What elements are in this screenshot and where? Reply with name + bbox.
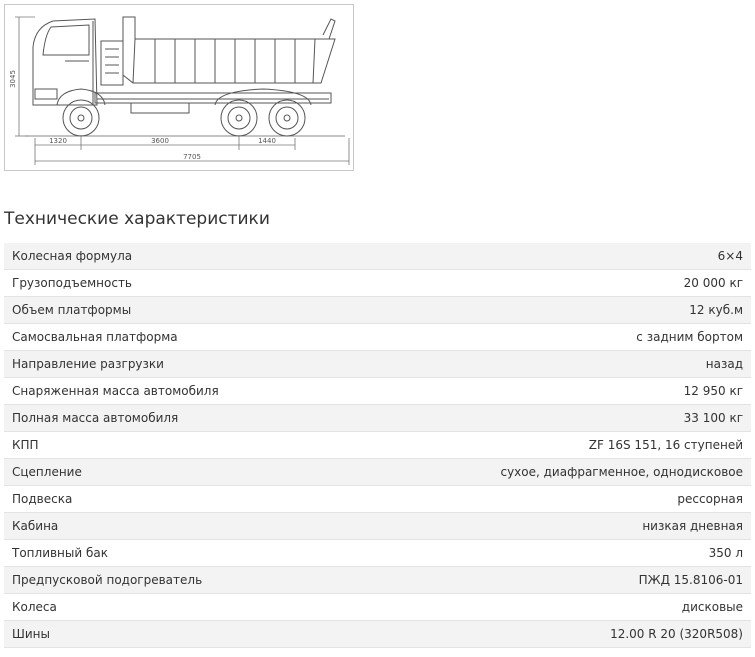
spec-row <box>4 594 751 621</box>
spec-value: дисковые <box>350 594 751 621</box>
truck-dimension-drawing <box>5 5 353 170</box>
spec-row <box>4 432 751 459</box>
spec-row <box>4 351 751 378</box>
dimension-wheelbase: 3600 <box>151 137 169 145</box>
spec-row <box>4 513 751 540</box>
spec-label: Объем платформы <box>4 297 350 324</box>
section-title: Технические характеристики <box>4 209 270 229</box>
spec-label: Топливный бак <box>4 540 350 567</box>
spec-row <box>4 540 751 567</box>
spec-value: ZF 16S 151, 16 ступеней <box>350 432 751 459</box>
dimension-front-overhang: 1320 <box>49 137 67 145</box>
spec-value: 12 950 кг <box>350 378 751 405</box>
spec-table <box>4 243 751 648</box>
spec-label: Колесная формула <box>4 243 350 270</box>
spec-row <box>4 270 751 297</box>
spec-label: Грузоподъемность <box>4 270 350 297</box>
spec-label: Полная масса автомобиля <box>4 405 350 432</box>
spec-value: 20 000 кг <box>350 270 751 297</box>
spec-row <box>4 621 751 648</box>
spec-value: 6×4 <box>350 243 751 270</box>
spec-value: назад <box>350 351 751 378</box>
spec-label: Кабина <box>4 513 350 540</box>
spec-label: Самосвальная платформа <box>4 324 350 351</box>
spec-row <box>4 324 751 351</box>
dimension-height: 3045 <box>9 70 17 88</box>
dimension-rear-axle-spacing: 1440 <box>258 137 276 145</box>
spec-value: ПЖД 15.8106-01 <box>350 567 751 594</box>
spec-value: 12.00 R 20 (320R508) <box>350 621 751 648</box>
spec-table-body <box>4 243 751 648</box>
spec-label: Подвеска <box>4 486 350 513</box>
spec-row <box>4 459 751 486</box>
spec-value: сухое, диафрагменное, однодисковое <box>350 459 751 486</box>
spec-label: Снаряженная масса автомобиля <box>4 378 350 405</box>
spec-value: рессорная <box>350 486 751 513</box>
spec-row <box>4 486 751 513</box>
spec-row <box>4 567 751 594</box>
spec-label: Шины <box>4 621 350 648</box>
dimension-total-length: 7705 <box>183 153 201 161</box>
spec-row <box>4 297 751 324</box>
spec-value: 350 л <box>350 540 751 567</box>
spec-label: КПП <box>4 432 350 459</box>
spec-label: Колеса <box>4 594 350 621</box>
spec-label: Предпусковой подогреватель <box>4 567 350 594</box>
spec-value: 33 100 кг <box>350 405 751 432</box>
spec-value: 12 куб.м <box>350 297 751 324</box>
spec-value: низкая дневная <box>350 513 751 540</box>
spec-row <box>4 243 751 270</box>
spec-row <box>4 378 751 405</box>
spec-value: с задним бортом <box>350 324 751 351</box>
spec-label: Сцепление <box>4 459 350 486</box>
spec-row <box>4 405 751 432</box>
spec-label: Направление разгрузки <box>4 351 350 378</box>
truck-drawing-frame <box>4 4 354 171</box>
